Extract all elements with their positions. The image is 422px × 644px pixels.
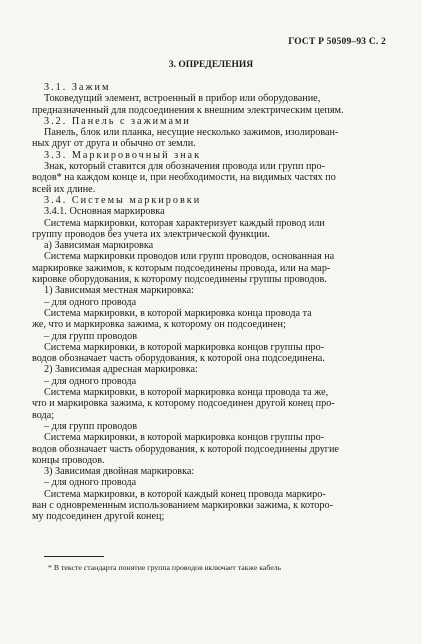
text-line: му подсоединен другой конец; [32, 511, 165, 523]
text-line: Система маркировки, в которой маркировка конца провода та же, [44, 387, 329, 399]
text-line: предназначенный для подсоединения к внешним электрическим цепям. [32, 104, 344, 116]
text-line: 3.4.1. Основная маркировка [44, 206, 165, 218]
page-header: ГОСТ Р 50509–93 С. 2 [288, 37, 386, 47]
text-line: Система маркировки, в которой маркировка конца провода та [44, 307, 312, 319]
footnote-divider [44, 556, 104, 557]
text-line: 3.4. Системы маркировки [44, 194, 202, 206]
text-line: Система маркировки проводов или групп проводов, основанная на [44, 251, 335, 263]
text-line: 1) Зависимая местная маркировка: [44, 285, 194, 297]
text-line: водов обозначает часть оборудования, к которой она подсоединена. [32, 353, 325, 365]
text-line: 3) Зависимая двойная маркировка: [44, 466, 195, 478]
text-line: водов* на каждом конце и, при необходимости, на видимых частях по [32, 172, 336, 184]
text-line: 3.1. Зажим [44, 82, 111, 93]
body-text [32, 82, 388, 523]
text-line: Панель, блок или планка, несущие несколько зажимов, изолирован- [44, 127, 339, 139]
footnote: * В тексте стандарта понятие группа проводов включает также кабель [48, 563, 282, 572]
section-title: 3. ОПРЕДЕЛЕНИЯ [168, 60, 254, 70]
text-line: Знак, который ставится для обозначения провода или групп про- [44, 161, 325, 173]
text-line: – для одного провода [44, 296, 137, 308]
text-line: Система маркировки, в которой маркировка концов группы про- [44, 341, 325, 353]
text-line: маркировке зажимов, к которым подсоединены провода, или на мар- [32, 262, 331, 274]
text-line: – для одного провода [44, 375, 137, 387]
text-line: кировке оборудования, к которому подсоединены группы проводов. [32, 274, 327, 286]
text-line: а) Зависимая маркировка [44, 240, 154, 252]
text-line: – для одного провода [44, 477, 137, 489]
text-line: Токоведущий элемент, встроенный в прибор или оборудование, [44, 93, 321, 105]
text-line: всей их длине. [32, 183, 96, 195]
text-line: ван с одновременным использованием маркировки зажима, к которо- [32, 499, 333, 511]
text-line: – для групп проводов [44, 330, 138, 342]
text-line: водов обозначает часть оборудования, к которой подсоединены другие [32, 443, 339, 455]
text-line: группу проводов без учета их электрической функции. [32, 228, 270, 240]
text-line: Система маркировки, в которой маркировка концов группы про- [44, 432, 325, 444]
text-line: Система маркировки, которая характеризует каждый провод или [44, 217, 325, 229]
text-line: Система маркировки, в которой каждый конец провода маркиро- [44, 488, 326, 500]
text-line: что и маркировка зажима, к которому подсоединен другой конец про- [32, 398, 335, 410]
text-line: же, что и маркировка зажима, к которому он подсоединен; [32, 319, 286, 331]
text-line: 3.2. Панель с зажимами [44, 115, 191, 127]
text-line: ных друг от друга и обычно от земли. [32, 138, 196, 150]
text-line: концы проводов. [32, 454, 105, 466]
text-line: 3.3. Маркировочный знак [44, 149, 202, 161]
text-line: вода; [32, 409, 55, 421]
text-line: 2) Зависимая адресная маркировка: [44, 364, 198, 376]
text-line: – для групп проводов [44, 420, 138, 432]
